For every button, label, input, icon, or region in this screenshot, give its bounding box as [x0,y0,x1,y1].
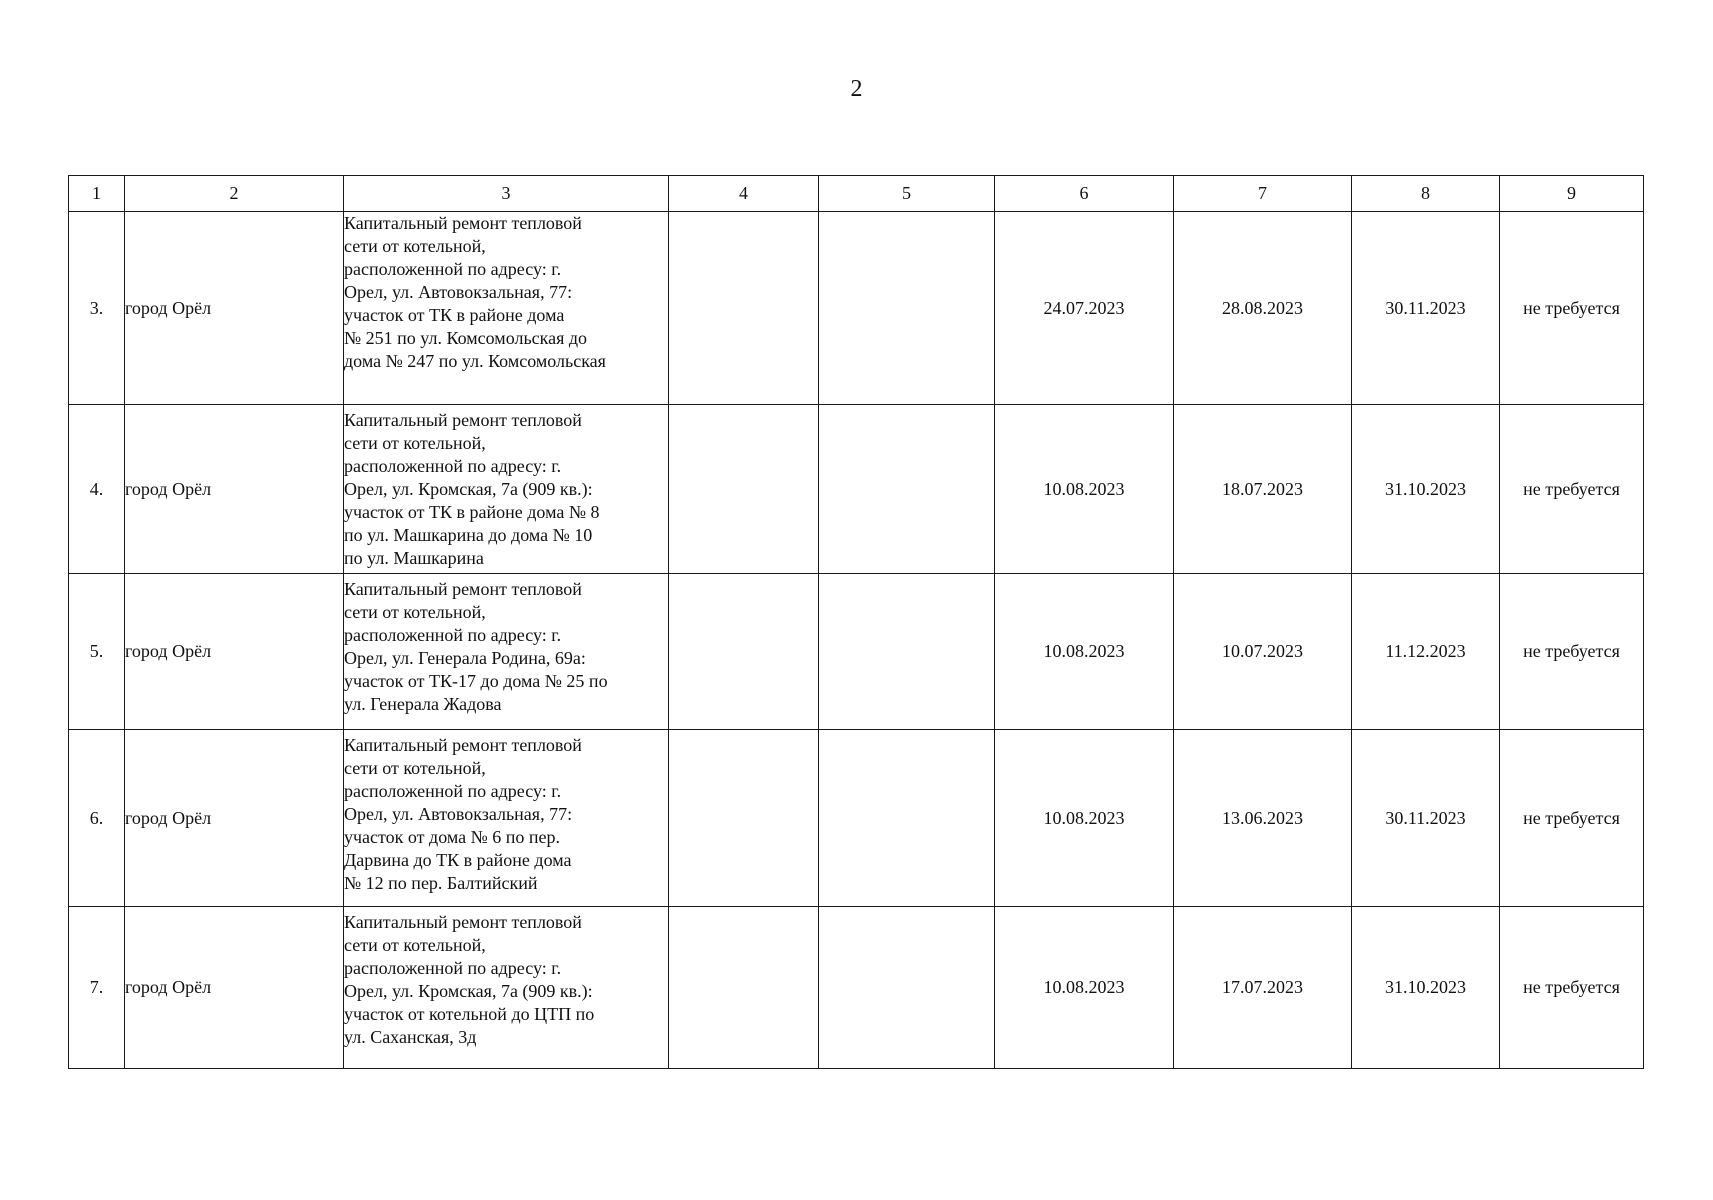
column-header: 5 [819,176,995,212]
column-header: 3 [344,176,669,212]
description-line: участок от ТК в районе дома № 8 [344,502,600,522]
description-line: расположенной по адресу: г. [344,456,562,476]
page-number: 2 [850,76,863,102]
description-line: сети от котельной, [344,433,486,453]
row-number: 4. [69,405,125,574]
column-header: 1 [69,176,125,212]
column-4-cell [669,212,819,405]
description-line: Капитальный ремонт тепловой [344,213,582,233]
description-line: расположенной по адресу: г. [344,781,562,801]
description-line: Капитальный ремонт тепловой [344,410,582,430]
description-line: Орел, ул. Кромская, 7а (909 кв.): [344,479,593,499]
description-line: участок от котельной до ЦТП по [344,1004,595,1024]
column-5-cell [819,907,995,1069]
city-cell: город Орёл [125,212,344,405]
row-number: 7. [69,907,125,1069]
description-line: расположенной по адресу: г. [344,259,562,279]
column-4-cell [669,574,819,730]
description-cell [344,405,669,574]
column-5-cell [819,212,995,405]
date-col6-cell: 10.08.2023 [995,907,1174,1069]
description-line: участок от ТК-17 до дома № 25 по [344,671,608,691]
description-line: ул. Генерала Жадова [344,694,502,714]
description-line: участок от дома № 6 по пер. [344,827,561,847]
description-cell [344,907,669,1069]
status-cell: не требуется [1500,907,1644,1069]
table-row [69,574,1644,730]
column-5-cell [819,405,995,574]
description-cell [344,730,669,907]
city-cell: город Орёл [125,730,344,907]
date-col8-cell: 30.11.2023 [1352,212,1500,405]
description-line: Орел, ул. Генерала Родина, 69а: [344,648,586,668]
column-4-cell [669,907,819,1069]
date-col7-cell: 17.07.2023 [1174,907,1352,1069]
column-header: 6 [995,176,1174,212]
date-col6-cell: 24.07.2023 [995,212,1174,405]
column-header: 4 [669,176,819,212]
date-col7-cell: 28.08.2023 [1174,212,1352,405]
header-row [69,176,1644,212]
status-cell: не требуется [1500,730,1644,907]
description-line: Орел, ул. Кромская, 7а (909 кв.): [344,981,593,1001]
description-line: Капитальный ремонт тепловой [344,735,582,755]
column-header: 8 [1352,176,1500,212]
description-line: Капитальный ремонт тепловой [344,579,582,599]
description-line: сети от котельной, [344,602,486,622]
date-col6-cell: 10.08.2023 [995,730,1174,907]
status-cell: не требуется [1500,405,1644,574]
description-line: по ул. Машкарина [344,548,484,568]
table-row [69,907,1644,1069]
description-line: № 12 по пер. Балтийский [344,873,538,893]
table-row [69,405,1644,574]
city-cell: город Орёл [125,907,344,1069]
description-line: дома № 247 по ул. Комсомольская [344,351,606,371]
description-line: ул. Саханская, 3д [344,1027,477,1047]
description-line: № 251 по ул. Комсомольская до [344,328,588,348]
column-5-cell [819,730,995,907]
date-col8-cell: 31.10.2023 [1352,907,1500,1069]
row-number: 3. [69,212,125,405]
description-line: участок от ТК в районе дома [344,305,565,325]
date-col8-cell: 30.11.2023 [1352,730,1500,907]
description-line: Дарвина до ТК в районе дома [344,850,572,870]
date-col8-cell: 31.10.2023 [1352,405,1500,574]
table-row [69,212,1644,405]
description-line: сети от котельной, [344,758,486,778]
column-4-cell [669,405,819,574]
description-line: Капитальный ремонт тепловой [344,912,582,932]
column-header: 2 [125,176,344,212]
column-5-cell [819,574,995,730]
date-col7-cell: 13.06.2023 [1174,730,1352,907]
repair-schedule-table [68,175,1644,1069]
description-line: расположенной по адресу: г. [344,625,562,645]
description-line: сети от котельной, [344,935,486,955]
row-number: 5. [69,574,125,730]
column-4-cell [669,730,819,907]
column-header: 9 [1500,176,1644,212]
description-cell [344,212,669,405]
date-col7-cell: 18.07.2023 [1174,405,1352,574]
description-line: по ул. Машкарина до дома № 10 [344,525,593,545]
date-col6-cell: 10.08.2023 [995,574,1174,730]
status-cell: не требуется [1500,212,1644,405]
date-col8-cell: 11.12.2023 [1352,574,1500,730]
city-cell: город Орёл [125,574,344,730]
table-row [69,730,1644,907]
description-line: сети от котельной, [344,236,486,256]
status-cell: не требуется [1500,574,1644,730]
city-cell: город Орёл [125,405,344,574]
description-cell [344,574,669,730]
date-col6-cell: 10.08.2023 [995,405,1174,574]
description-line: Орел, ул. Автовокзальная, 77: [344,804,573,824]
description-line: расположенной по адресу: г. [344,958,562,978]
row-number: 6. [69,730,125,907]
date-col7-cell: 10.07.2023 [1174,574,1352,730]
column-header: 7 [1174,176,1352,212]
description-line: Орел, ул. Автовокзальная, 77: [344,282,573,302]
